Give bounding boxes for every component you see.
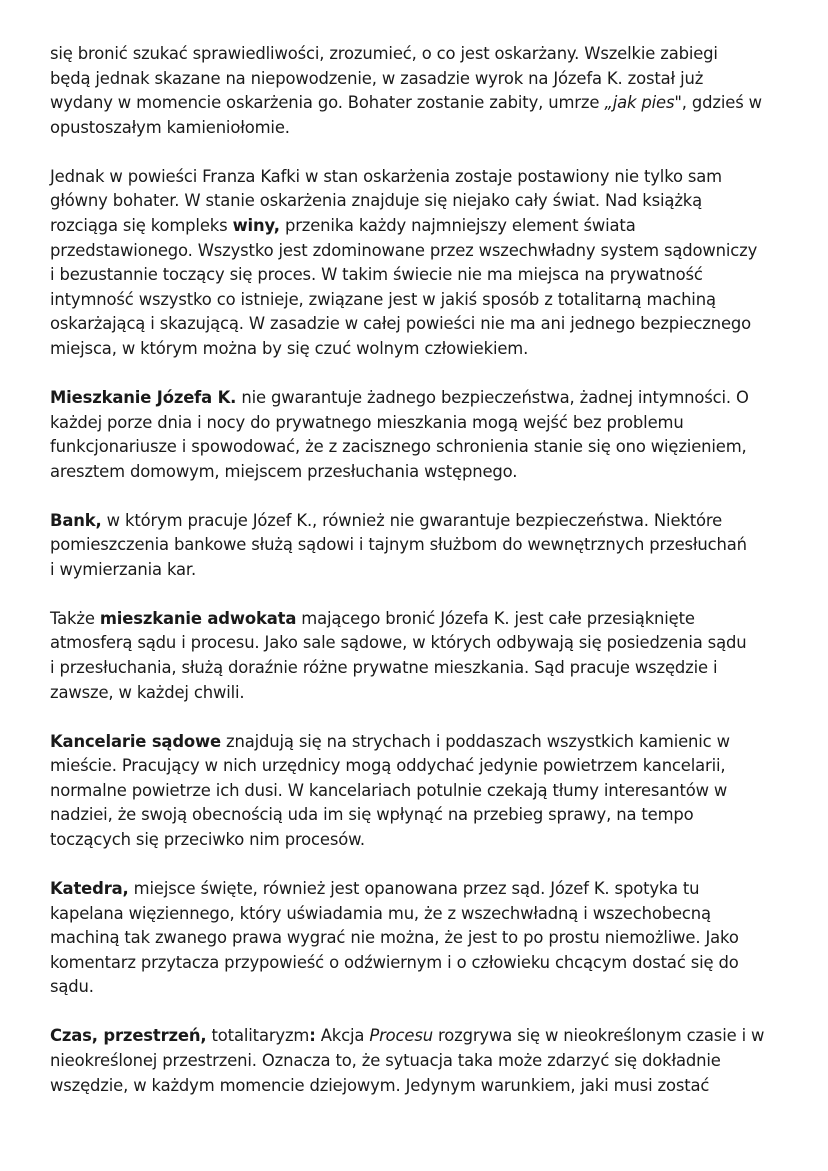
paragraph [50, 730, 788, 853]
text-line [50, 239, 788, 264]
text-line [50, 288, 788, 313]
text-line [50, 509, 788, 534]
bold-term: Mieszkanie Józefa K. [50, 387, 237, 407]
text-line [50, 1074, 788, 1099]
text-run: aresztem domowym, miejscem przesłuchania wstępnego. [50, 461, 518, 481]
text-line [50, 877, 788, 902]
text-run: kapelana więziennego, który uświadamia mu, że z wszechwładną i wszechobecną [50, 903, 711, 923]
text-line [50, 681, 788, 706]
text-line [50, 1024, 788, 1049]
text-run: przenika każdy najmniejszy element świata [279, 215, 636, 235]
text-line [50, 165, 788, 190]
text-run: mającego bronić Józefa K. jest całe przesiąknięte [296, 608, 695, 628]
text-run: miejsca, w którym można by się czuć wolnym człowiekiem. [50, 338, 529, 358]
text-run: nieokreślonej przestrzeni. Oznacza to, że sytuacja taka może zdarzyć się dokładnie [50, 1050, 721, 1070]
text-line [50, 411, 788, 436]
text-line [50, 312, 788, 337]
text-line [50, 754, 788, 779]
text-line [50, 460, 788, 485]
text-run: i wymierzania kar. [50, 559, 197, 579]
text-line [50, 435, 788, 460]
text-line [50, 779, 788, 804]
text-run: totalitaryzm [206, 1026, 310, 1046]
bold-term: mieszkanie adwokata [99, 608, 297, 628]
text-line [50, 91, 788, 116]
text-line [50, 214, 788, 239]
text-run: atmosferą sądu i procesu. Jako sale sądowe, w których odbywają się posiedzenia sądu [50, 633, 747, 653]
text-line [50, 975, 788, 1000]
text-run: pomieszczenia bankowe służą sądowi i tajnym służbom do wewnętrznych przesłuchań [50, 535, 747, 555]
text-line [50, 67, 788, 92]
text-run: normalne powietrze ich dusi. W kancelariach potulnie czekają tłumy interesantów w [50, 780, 728, 800]
text-run: opustoszałym kamieniołomie. [50, 117, 290, 137]
text-run: będą jednak skazane na niepowodzenie, w zasadzie wyrok na Józefa K. został już [50, 68, 704, 88]
text-run: nadziei, że swoją obecnością uda im się wpłynąć na przebieg sprawy, na tempo [50, 805, 694, 825]
text-line [50, 386, 788, 411]
text-run: przedstawionego. Wszystko jest zdominowane przez wszechwładny system sądowniczy [50, 240, 758, 260]
text-run: i bezustannie toczący się proces. W takim świecie nie ma miejsca na prywatność [50, 265, 703, 285]
text-run: intymność wszystko co istnieje, związane jest w jakiś sposób z totalitarną machiną [50, 289, 716, 309]
text-line [50, 656, 788, 681]
text-run: komentarz przytacza przypowieść o odźwiernym i o człowieku chcącym dostać się do [50, 952, 739, 972]
paragraph [50, 165, 788, 362]
bold-term: Bank, [50, 510, 102, 530]
text-line [50, 42, 788, 67]
italic-text: Procesu [369, 1026, 433, 1046]
text-run: rozciąga się kompleks [50, 215, 233, 235]
text-run: w którym pracuje Józef K., również nie gwarantuje bezpieczeństwa. Niektóre [101, 510, 723, 530]
text-run: oskarżającą i skazującą. W zasadzie w całej powieści nie ma ani jednego bezpiecznego [50, 314, 752, 334]
paragraph [50, 607, 788, 705]
text-line [50, 803, 788, 828]
text-run: nie gwarantuje żadnego bezpieczeństwa, żadnej intymności. O [236, 387, 749, 407]
text-line [50, 607, 788, 632]
text-line [50, 828, 788, 853]
text-line [50, 263, 788, 288]
text-run: , gdzieś w [681, 93, 762, 113]
text-run: funkcjonariusze i spowodować, że z zacisznego schronienia stanie się ono więzieniem, [50, 437, 747, 457]
bold-term: Katedra, [50, 878, 129, 898]
text-line [50, 116, 788, 141]
text-line [50, 902, 788, 927]
text-run: mieście. Pracujący w nich urzędnicy mogą oddychać jedynie powietrzem kancelarii, [50, 756, 726, 776]
text-line [50, 1049, 788, 1074]
text-run: rozgrywa się w nieokreślonym czasie i w [432, 1026, 765, 1046]
text-run: znajdują się na strychach i poddaszach wszystkich kamienic w [220, 731, 730, 751]
text-line [50, 631, 788, 656]
text-run: toczących się przeciwko nim procesów. [50, 829, 365, 849]
text-line [50, 337, 788, 362]
bold-term: Czas, przestrzeń, [50, 1026, 207, 1046]
paragraph [50, 386, 788, 484]
bold-term: winy, [232, 215, 280, 235]
text-run: machiną tak zwanego prawa wygrać nie można, że jest to po prostu niemożliwe. Jako [50, 928, 739, 948]
paragraph [50, 1024, 788, 1098]
text-run: i przesłuchania, służą doraźnie różne prywatne mieszkania. Sąd pracuje wszędzie i [50, 658, 718, 678]
text-line [50, 533, 788, 558]
text-run: każdej porze dnia i nocy do prywatnego mieszkania mogą wejść bez problemu [50, 412, 684, 432]
text-run: się bronić szukać sprawiedliwości, zrozumieć, o co jest oskarżany. Wszelkie zabiegi [50, 44, 718, 63]
text-run: sądu. [50, 977, 94, 997]
text-run: wydany w momencie oskarżenia go. Bohater zostanie zabity, umrze [50, 93, 605, 113]
text-line [50, 189, 788, 214]
text-run: główny bohater. W stanie oskarżenia znajduje się niejako cały świat. Nad książką [50, 191, 703, 211]
paragraph [50, 509, 788, 583]
text-run: miejsce święte, również jest opanowana przez sąd. Józef K. spotyka tu [128, 878, 700, 898]
bold-term: Kancelarie sądowe [50, 731, 221, 751]
paragraph [50, 42, 788, 140]
paragraph [50, 877, 788, 1000]
bold-term: : [309, 1026, 316, 1046]
text-line [50, 558, 788, 583]
italic-text: „jak pies" [604, 93, 682, 113]
text-run: wszędzie, w każdym momencie dziejowym. Jedynym warunkiem, jaki musi zostać [50, 1075, 710, 1095]
text-run: Akcja [315, 1026, 370, 1046]
text-run: zawsze, w każdej chwili. [50, 682, 245, 702]
text-run: Jednak w powieści Franza Kafki w stan oskarżenia zostaje postawiony nie tylko sam [50, 166, 722, 186]
text-line [50, 926, 788, 951]
text-run: Także [50, 608, 100, 628]
text-line [50, 730, 788, 755]
text-line [50, 951, 788, 976]
